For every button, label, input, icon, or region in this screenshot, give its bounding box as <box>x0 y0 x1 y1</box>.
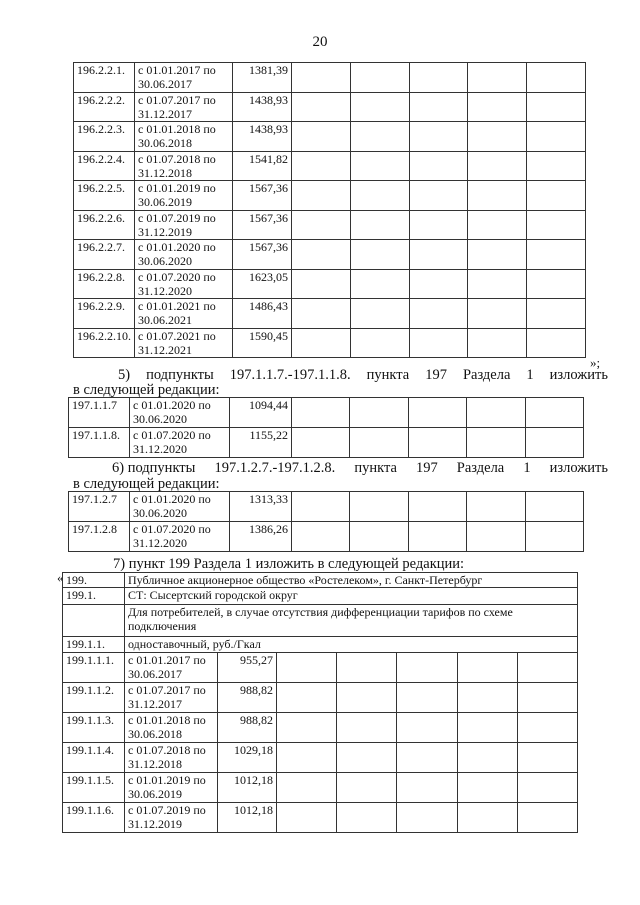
empty-cell <box>468 269 527 299</box>
empty-cell <box>517 803 577 833</box>
empty-cell <box>468 181 527 211</box>
empty-cell <box>337 803 397 833</box>
empty-cell <box>408 522 466 552</box>
empty-cell <box>409 240 468 270</box>
empty-cell <box>350 151 409 181</box>
row-code: 197.1.1.8. <box>69 428 130 458</box>
table-row <box>63 683 578 713</box>
empty-cell <box>409 328 468 358</box>
row-code: 199.1.1.4. <box>63 743 125 773</box>
header-text: СТ: Сысертский городской округ <box>125 588 578 605</box>
empty-cell <box>467 492 525 522</box>
paragraph-word: Раздела <box>456 460 505 476</box>
row-period: с 01.07.2017 по 31.12.2017 <box>135 92 233 122</box>
empty-cell <box>517 773 577 803</box>
row-value: 1012,18 <box>218 773 277 803</box>
row-value: 1029,18 <box>218 743 277 773</box>
row-period: с 01.07.2021 по 31.12.2021 <box>135 328 233 358</box>
row-period: с 01.01.2020 по 30.06.2020 <box>130 398 230 428</box>
row-code: 197.1.1.7 <box>69 398 130 428</box>
empty-cell <box>527 122 586 152</box>
empty-cell <box>277 803 337 833</box>
paragraph-word: 197.1.2.7.-197.1.2.8. <box>214 460 336 476</box>
tariff-table-197-1-2 <box>68 491 584 552</box>
empty-cell <box>525 398 583 428</box>
empty-cell <box>408 398 466 428</box>
table-row <box>63 773 578 803</box>
row-code: 199.1.1.1. <box>63 653 125 683</box>
row-code: 196.2.2.7. <box>74 240 135 270</box>
row-period: с 01.01.2019 по 30.06.2019 <box>125 773 218 803</box>
empty-cell <box>468 299 527 329</box>
header-text: Для потребителей, в случае отсутствия дифференциации тарифов по схеме подключения <box>125 605 578 637</box>
empty-cell <box>350 398 408 428</box>
table-row <box>74 151 586 181</box>
paragraph-word: изложить <box>549 367 608 383</box>
row-value: 1590,45 <box>233 328 292 358</box>
row-period: с 01.01.2017 по 30.06.2017 <box>125 653 218 683</box>
paragraph-word: 197 <box>425 367 447 383</box>
empty-cell <box>409 181 468 211</box>
paragraph-word: 197 <box>415 460 438 476</box>
empty-cell <box>397 653 457 683</box>
row-code: 199.1.1.5. <box>63 773 125 803</box>
empty-cell <box>337 683 397 713</box>
empty-cell <box>292 299 351 329</box>
row-value: 1567,36 <box>233 210 292 240</box>
empty-cell <box>527 151 586 181</box>
empty-cell <box>527 299 586 329</box>
empty-cell <box>292 240 351 270</box>
row-code: 199.1.1.6. <box>63 803 125 833</box>
header-code <box>63 605 125 637</box>
paragraph-word: изложить <box>549 460 608 476</box>
row-period: с 01.01.2020 по 30.06.2020 <box>135 240 233 270</box>
paragraph-7: 7) пункт 199 Раздела 1 изложить в следующей редакции: <box>113 556 465 572</box>
empty-cell <box>292 522 350 552</box>
empty-cell <box>468 240 527 270</box>
row-value: 1567,36 <box>233 181 292 211</box>
table-row <box>63 803 578 833</box>
empty-cell <box>350 328 409 358</box>
row-value: 1438,93 <box>233 92 292 122</box>
empty-cell <box>527 181 586 211</box>
empty-cell <box>337 653 397 683</box>
row-period: с 01.07.2020 по 31.12.2020 <box>130 522 230 552</box>
empty-cell <box>350 122 409 152</box>
row-code: 197.1.2.7 <box>69 492 130 522</box>
table-header-row <box>63 637 578 653</box>
empty-cell <box>527 240 586 270</box>
empty-cell <box>467 428 525 458</box>
empty-cell <box>350 181 409 211</box>
row-value: 1012,18 <box>218 803 277 833</box>
row-code: 196.2.2.3. <box>74 122 135 152</box>
row-value: 1386,26 <box>230 522 292 552</box>
empty-cell <box>292 428 350 458</box>
empty-cell <box>457 713 517 743</box>
empty-cell <box>408 428 466 458</box>
paragraph-5 <box>118 367 608 383</box>
row-value: 1094,44 <box>230 398 292 428</box>
empty-cell <box>292 151 351 181</box>
empty-cell <box>292 92 351 122</box>
empty-cell <box>409 269 468 299</box>
empty-cell <box>409 151 468 181</box>
tariff-table-199 <box>62 572 578 833</box>
empty-cell <box>350 63 409 93</box>
row-code: 199.1.1.2. <box>63 683 125 713</box>
empty-cell <box>337 773 397 803</box>
header-code: 199.1.1. <box>63 637 125 653</box>
row-value: 1567,36 <box>233 240 292 270</box>
table-row <box>69 492 584 522</box>
empty-cell <box>517 653 577 683</box>
row-value: 1541,82 <box>233 151 292 181</box>
header-code: 199.1. <box>63 588 125 605</box>
empty-cell <box>468 122 527 152</box>
header-text: одноставочный, руб./Гкал <box>125 637 578 653</box>
row-period: с 01.01.2020 по 30.06.2020 <box>130 492 230 522</box>
tariff-table-196 <box>73 62 586 358</box>
row-value: 1313,33 <box>230 492 292 522</box>
page-number: 20 <box>312 34 328 50</box>
header-code: 199. <box>63 573 125 588</box>
empty-cell <box>527 328 586 358</box>
table-header-row <box>63 588 578 605</box>
empty-cell <box>517 713 577 743</box>
empty-cell <box>350 210 409 240</box>
table-row <box>74 122 586 152</box>
row-code: 196.2.2.1. <box>74 63 135 93</box>
opening-quote: « <box>57 570 64 585</box>
empty-cell <box>409 299 468 329</box>
table-row <box>74 181 586 211</box>
empty-cell <box>409 92 468 122</box>
table-row <box>74 92 586 122</box>
table-row <box>74 63 586 93</box>
table-header-row <box>63 573 578 588</box>
empty-cell <box>292 63 351 93</box>
paragraph-5-line2: в следующей редакции: <box>73 382 220 398</box>
paragraph-word: 1 <box>523 460 531 476</box>
row-code: 196.2.2.2. <box>74 92 135 122</box>
empty-cell <box>350 428 408 458</box>
empty-cell <box>277 683 337 713</box>
empty-cell <box>468 63 527 93</box>
table-row <box>69 522 584 552</box>
empty-cell <box>527 269 586 299</box>
row-period: с 01.01.2019 по 30.06.2019 <box>135 181 233 211</box>
empty-cell <box>409 122 468 152</box>
paragraph-word: 6) подпункты <box>112 460 196 476</box>
empty-cell <box>277 773 337 803</box>
empty-cell <box>292 492 350 522</box>
table-row <box>69 428 584 458</box>
empty-cell <box>468 151 527 181</box>
empty-cell <box>292 181 351 211</box>
empty-cell <box>292 328 351 358</box>
paragraph-word: пункта <box>366 367 410 383</box>
empty-cell <box>527 92 586 122</box>
table-row <box>74 210 586 240</box>
row-period: с 01.07.2019 по 31.12.2019 <box>125 803 218 833</box>
row-period: с 01.07.2020 по 31.12.2020 <box>130 428 230 458</box>
empty-cell <box>527 63 586 93</box>
empty-cell <box>525 492 583 522</box>
empty-cell <box>397 803 457 833</box>
paragraph-word: Раздела <box>462 367 511 383</box>
empty-cell <box>397 713 457 743</box>
empty-cell <box>337 713 397 743</box>
empty-cell <box>277 653 337 683</box>
table-row <box>63 653 578 683</box>
empty-cell <box>517 683 577 713</box>
row-period: с 01.01.2021 по 30.06.2021 <box>135 299 233 329</box>
empty-cell <box>397 773 457 803</box>
row-code: 196.2.2.10. <box>74 328 135 358</box>
paragraph-word: 197.1.1.7.-197.1.1.8. <box>229 367 351 383</box>
row-period: с 01.07.2018 по 31.12.2018 <box>135 151 233 181</box>
empty-cell <box>457 743 517 773</box>
empty-cell <box>350 92 409 122</box>
row-code: 196.2.2.6. <box>74 210 135 240</box>
row-code: 199.1.1.3. <box>63 713 125 743</box>
row-value: 1438,93 <box>233 122 292 152</box>
empty-cell <box>277 713 337 743</box>
empty-cell <box>408 492 466 522</box>
empty-cell <box>517 743 577 773</box>
empty-cell <box>457 683 517 713</box>
paragraph-word: 5) <box>118 367 131 383</box>
row-period: с 01.01.2017 по 30.06.2017 <box>135 63 233 93</box>
header-text: Публичное акционерное общество «Ростелеком», г. Санкт-Петербург <box>125 573 578 588</box>
empty-cell <box>457 803 517 833</box>
row-period: с 01.01.2018 по 30.06.2018 <box>135 122 233 152</box>
row-value: 988,82 <box>218 683 277 713</box>
empty-cell <box>350 492 408 522</box>
table-row <box>63 713 578 743</box>
empty-cell <box>468 210 527 240</box>
empty-cell <box>467 398 525 428</box>
row-code: 196.2.2.8. <box>74 269 135 299</box>
row-period: с 01.07.2018 по 31.12.2018 <box>125 743 218 773</box>
empty-cell <box>350 269 409 299</box>
row-code: 196.2.2.9. <box>74 299 135 329</box>
row-period: с 01.07.2019 по 31.12.2019 <box>135 210 233 240</box>
paragraph-6-line2: в следующей редакции: <box>73 476 220 492</box>
empty-cell <box>350 240 409 270</box>
row-value: 1623,05 <box>233 269 292 299</box>
row-code: 197.1.2.8 <box>69 522 130 552</box>
empty-cell <box>337 743 397 773</box>
row-value: 988,82 <box>218 713 277 743</box>
tariff-table-197-1-1 <box>68 397 584 458</box>
row-value: 1381,39 <box>233 63 292 93</box>
empty-cell <box>527 210 586 240</box>
empty-cell <box>468 92 527 122</box>
empty-cell <box>457 653 517 683</box>
empty-cell <box>525 522 583 552</box>
row-value: 955,27 <box>218 653 277 683</box>
table-row <box>74 299 586 329</box>
closing-quote: »; <box>590 355 601 370</box>
row-code: 196.2.2.5. <box>74 181 135 211</box>
table-row <box>74 328 586 358</box>
empty-cell <box>292 398 350 428</box>
empty-cell <box>409 210 468 240</box>
empty-cell <box>525 428 583 458</box>
row-period: с 01.07.2017 по 31.12.2017 <box>125 683 218 713</box>
empty-cell <box>468 328 527 358</box>
empty-cell <box>467 522 525 552</box>
empty-cell <box>409 63 468 93</box>
table-row <box>69 398 584 428</box>
empty-cell <box>292 210 351 240</box>
table-header-row <box>63 605 578 637</box>
paragraph-6 <box>112 460 608 476</box>
row-value: 1155,22 <box>230 428 292 458</box>
paragraph-word: 1 <box>526 367 534 383</box>
empty-cell <box>277 743 337 773</box>
empty-cell <box>397 683 457 713</box>
row-code: 196.2.2.4. <box>74 151 135 181</box>
empty-cell <box>397 743 457 773</box>
paragraph-word: пункта <box>354 460 397 476</box>
row-period: с 01.07.2020 по 31.12.2020 <box>135 269 233 299</box>
empty-cell <box>350 299 409 329</box>
empty-cell <box>292 122 351 152</box>
paragraph-word: подпункты <box>146 367 214 383</box>
empty-cell <box>350 522 408 552</box>
row-period: с 01.01.2018 по 30.06.2018 <box>125 713 218 743</box>
empty-cell <box>292 269 351 299</box>
table-row <box>74 240 586 270</box>
table-row <box>74 269 586 299</box>
empty-cell <box>457 773 517 803</box>
row-value: 1486,43 <box>233 299 292 329</box>
table-row <box>63 743 578 773</box>
